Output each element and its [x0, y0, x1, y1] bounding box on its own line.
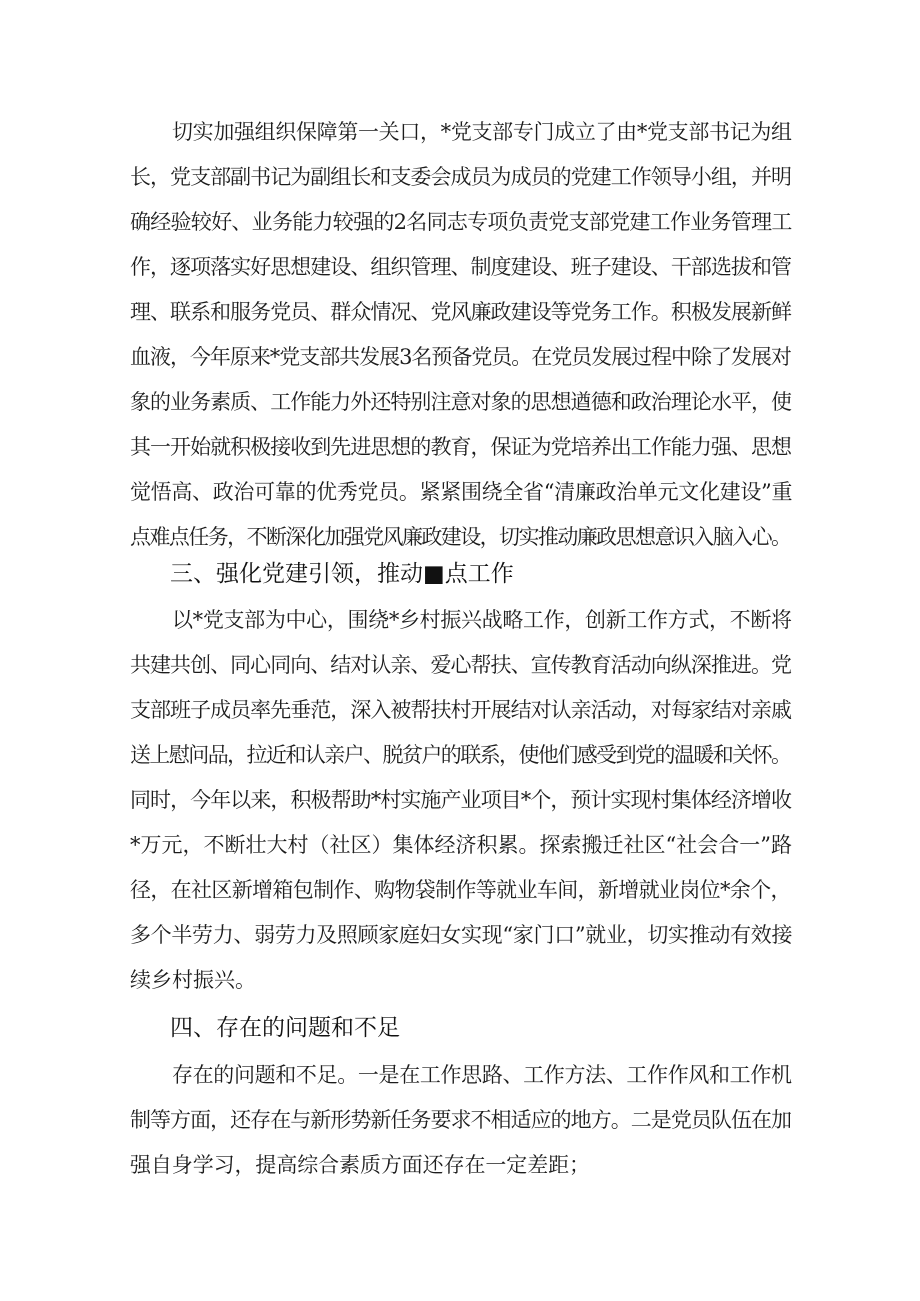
- paragraph-line: 切实加强组织保障第一关口，*党支部专门成立了由*党支部书记为组: [172, 120, 792, 144]
- paragraph-line: 同时，今年以来，积极帮助*村实施产业项目*个，预计实现村集体经济增收: [130, 788, 792, 812]
- paragraph-line: 象的业务素质、工作能力外还特别注意对象的思想遒德和政治理论水平，使: [130, 390, 792, 414]
- paragraph-line: *万元，不断壮大村（社区）集体经济积累。探索搬迁社区“社会合一”路: [130, 833, 792, 857]
- paragraph-line: 觉悟高、政治可靠的优秀党员。紧紧围绕全省“清廉政治单元文化建设”重: [130, 480, 793, 504]
- paragraph-line: 强自身学习，提高综合素质方面还存在一定差距；: [130, 1153, 590, 1177]
- paragraph-line: 其一开始就积极接收到先进思想的教育，保证为党培养出工作能力强、思想: [130, 435, 792, 459]
- paragraph-line: 点难点任务，不断深化加强党风廉政建设，切实推动廉政思想意识入脑入心。: [130, 525, 791, 549]
- section-heading-4: 四、存在的问题和不足: [170, 1015, 400, 1041]
- paragraph-line: 血液，今年原来*党支部共发展3名预备党员。在党员发展过程中除了发展对: [130, 345, 791, 369]
- paragraph-line: 支部班子成员率先垂范，深入被帮扶村开展结对认亲活动，对每家结对亲戚: [130, 698, 792, 722]
- section-heading-3: 三、强化党建引领，推动■点工作: [170, 561, 514, 587]
- paragraph-line: 理、联系和服务党员、群众情况、党风廉政建设等党务工作。积极发展新鲜: [130, 300, 792, 324]
- paragraph-line: 以*党支部为中心，围绕*乡村振兴战略工作，创新工作方式，不断将: [172, 608, 792, 632]
- paragraph-line: 作，逐项落实好思想建设、组织管理、制度建设、班子建设、干部选拔和管: [130, 255, 792, 279]
- paragraph-line: 存在的问题和不足。一是在工作思路、工作方法、工作作风和工作机: [172, 1063, 792, 1087]
- paragraph-line: 长，党支部副书记为副组长和支委会成员为成员的党建工作领导小组，并明: [130, 165, 792, 189]
- paragraph-line: 共建共创、同心同向、结对认亲、爱心帮扶、宣传教育活动向纵深推进。党: [130, 653, 792, 677]
- paragraph-line: 制等方面，还存在与新形势新任务要求不相适应的地方。二是党员队伍在加: [130, 1108, 792, 1132]
- paragraph-line: 径，在社区新增箱包制作、购物袋制作等就业车间，新增就业岗位*余个，: [130, 878, 791, 902]
- paragraph-line: 送上慰问品，拉近和认亲户、脱贫户的联系，使他们感受到党的温暖和关怀。: [130, 743, 791, 767]
- paragraph-line: 多个半劳力、弱劳力及照顾家庭妇女实现“家门口”就业，切实推动有效接: [130, 923, 793, 947]
- paragraph-line: 确经验较好、业务能力较强的2名同志专项负责党支部党建工作业务管理工: [130, 210, 792, 234]
- paragraph-line: 续乡村振兴。: [130, 968, 256, 992]
